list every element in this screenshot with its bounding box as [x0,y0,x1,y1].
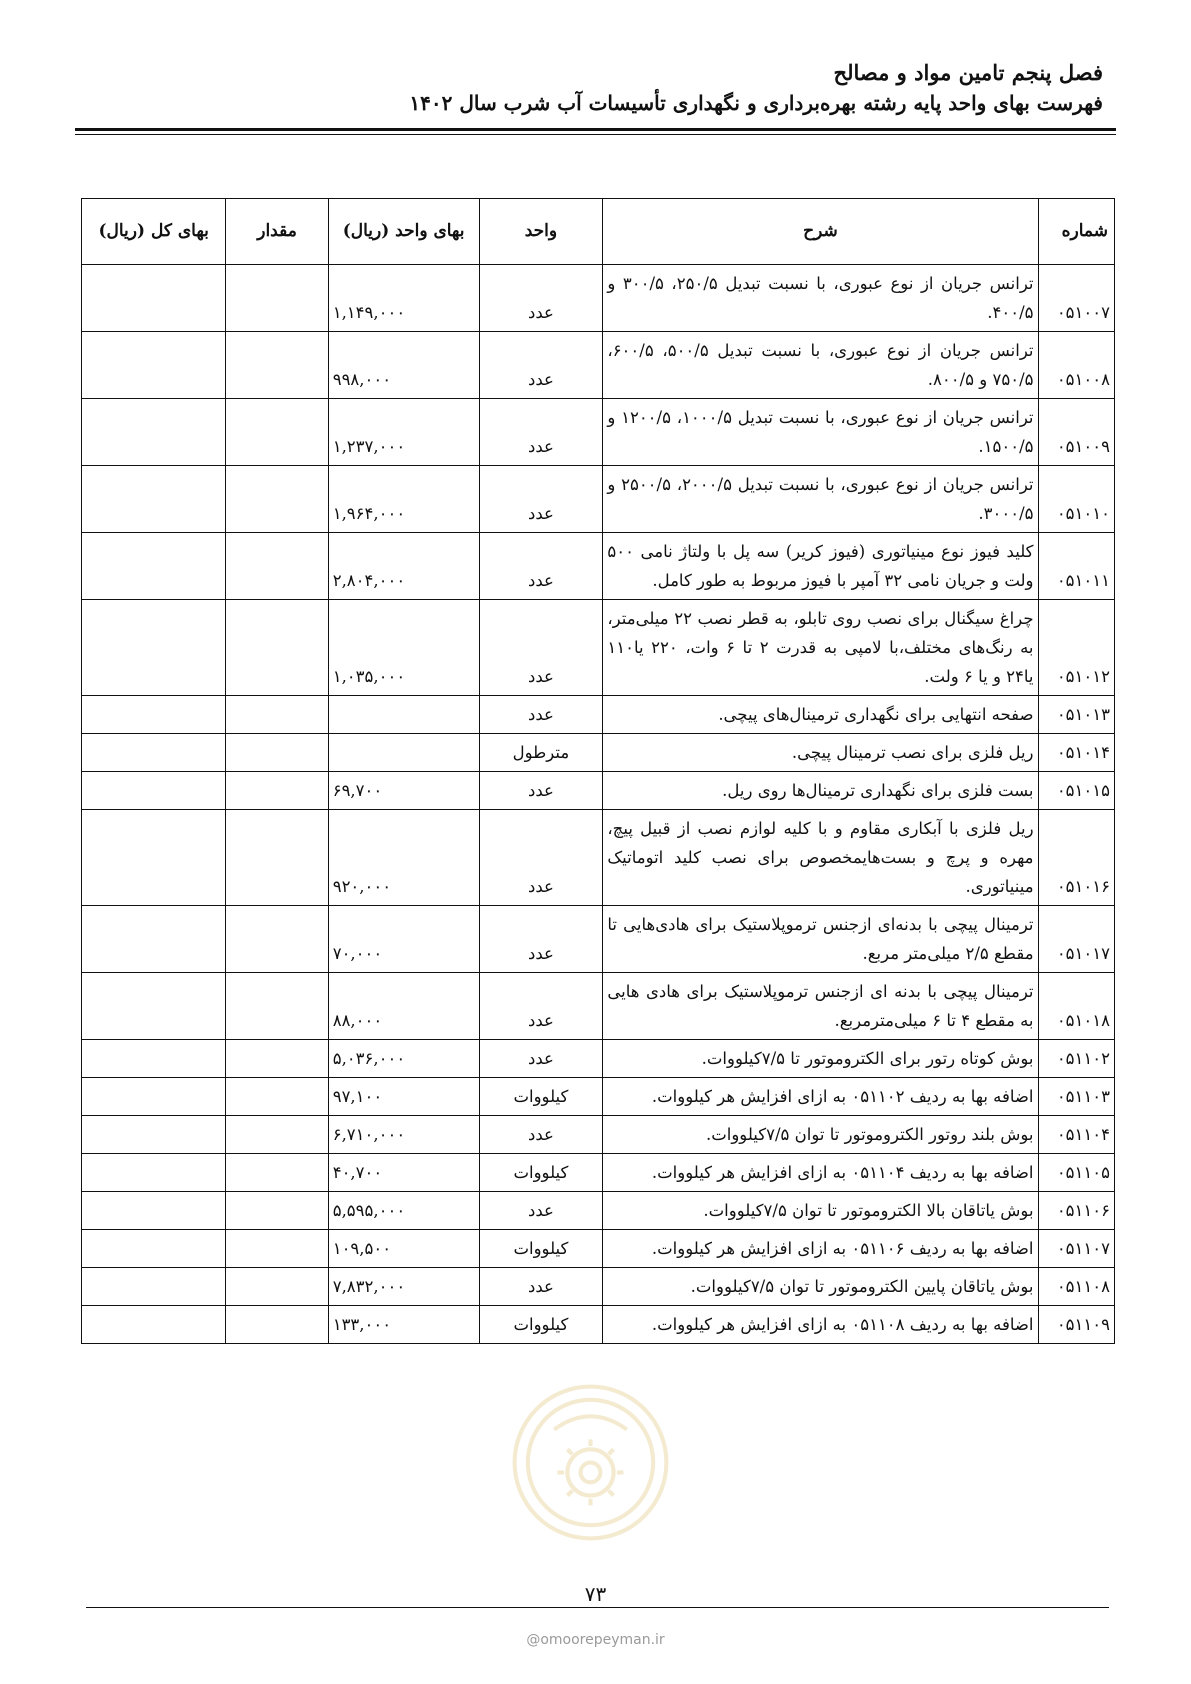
cell-quantity [226,1040,328,1078]
cell-total-price [82,1116,226,1154]
table-header-row [82,199,1115,265]
cell-code: ۰۵۱۰۱۵ [1038,772,1114,810]
cell-quantity [226,906,328,973]
cell-quantity [226,265,328,332]
cell-quantity [226,466,328,533]
cell-unit-price: ۹۲۰,۰۰۰ [328,810,479,906]
cell-unit: عدد [479,332,603,399]
table-row [82,906,1115,973]
cell-total-price [82,1192,226,1230]
cell-quantity [226,399,328,466]
cell-description: بوش یاتاقان بالا الکتروموتور تا توان ۷/۵کیلووات. [603,1192,1038,1230]
cell-code: ۰۵۱۰۱۳ [1038,696,1114,734]
cell-unit-price: ۱۰۹,۵۰۰ [328,1230,479,1268]
table-body [82,265,1115,1344]
cell-unit-price: ۹۹۸,۰۰۰ [328,332,479,399]
header-rule-thin [75,134,1116,135]
table-row [82,1192,1115,1230]
cell-quantity [226,1078,328,1116]
cell-quantity [226,1154,328,1192]
cell-description: اضافه بها به ردیف ۰۵۱۱۰۶ به ازای افزایش هر کیلووات. [603,1230,1038,1268]
cell-total-price [82,600,226,696]
site-watermark: @omoorepeyman.ir [526,1632,665,1648]
cell-total-price [82,1268,226,1306]
cell-code: ۰۵۱۰۱۴ [1038,734,1114,772]
cell-quantity [226,696,328,734]
cell-description: صفحه انتهایی برای نگهداری ترمینال‌های پیچی. [603,696,1038,734]
cell-unit: عدد [479,399,603,466]
page-header [80,58,1103,118]
table-row [82,399,1115,466]
cell-description: بوش کوتاه رتور برای الکتروموتور تا ۷/۵کیلووات. [603,1040,1038,1078]
table-row [82,1116,1115,1154]
cell-total-price [82,772,226,810]
cell-unit-price: ۶۹,۷۰۰ [328,772,479,810]
cell-unit: عدد [479,265,603,332]
cell-unit: کیلووات [479,1306,603,1344]
watermark-seal-icon [508,1380,673,1545]
table-row [82,1040,1115,1078]
cell-code: ۰۵۱۰۱۷ [1038,906,1114,973]
table-row [82,696,1115,734]
cell-total-price [82,1040,226,1078]
cell-total-price [82,533,226,600]
column-header-unit-price: بهای واحد (ریال) [328,199,479,265]
cell-code: ۰۵۱۰۰۷ [1038,265,1114,332]
cell-quantity [226,1116,328,1154]
cell-description: چراغ سیگنال برای نصب روی تابلو، به قطر نصب ۲۲ میلی‌متر، به رنگ‌های مختلف،با لامپی به قدرت ۲ تا ۶ وات، ۲۲۰ یا۱۱۰ یا۲۴ و یا ۶ ولت. [603,600,1038,696]
cell-unit: کیلووات [479,1154,603,1192]
cell-total-price [82,332,226,399]
column-header-total-price: بهای کل (ریال) [82,199,226,265]
cell-quantity [226,1230,328,1268]
cell-total-price [82,1306,226,1344]
cell-code: ۰۵۱۱۰۶ [1038,1192,1114,1230]
cell-unit-price: ۸۸,۰۰۰ [328,973,479,1040]
cell-unit-price [328,734,479,772]
cell-unit-price: ۹۷,۱۰۰ [328,1078,479,1116]
cell-description: ترمینال پیچی با بدنه‌ای ازجنس ترموپلاستیک برای هادی‌هایی تا مقطع ۲/۵ میلی‌متر مربع. [603,906,1038,973]
document-subtitle: فهرست بهای واحد پایه رشته بهره‌برداری و نگهداری تأسیسات آب شرب سال ۱۴۰۲ [409,91,1103,115]
column-header-unit: واحد [479,199,603,265]
cell-unit: عدد [479,1040,603,1078]
cell-description: ترمینال پیچی با بدنه ای ازجنس ترموپلاستیک برای هادی هایی به مقطع ۴ تا ۶ میلی‌مترمربع. [603,973,1038,1040]
table-row [82,810,1115,906]
cell-quantity [226,772,328,810]
cell-total-price [82,906,226,973]
table-row [82,973,1115,1040]
cell-unit-price: ۱۳۳,۰۰۰ [328,1306,479,1344]
cell-unit: عدد [479,1268,603,1306]
cell-description: بوش بلند روتور الکتروموتور تا توان ۷/۵کیلووات. [603,1116,1038,1154]
cell-total-price [82,1154,226,1192]
table-row [82,265,1115,332]
column-header-quantity: مقدار [226,199,328,265]
cell-unit: کیلووات [479,1230,603,1268]
table-row [82,466,1115,533]
cell-code: ۰۵۱۱۰۲ [1038,1040,1114,1078]
cell-code: ۰۵۱۱۰۵ [1038,1154,1114,1192]
cell-unit-price: ۵,۰۳۶,۰۰۰ [328,1040,479,1078]
cell-code: ۰۵۱۱۰۳ [1038,1078,1114,1116]
cell-unit-price: ۴۰,۷۰۰ [328,1154,479,1192]
cell-code: ۰۵۱۰۰۸ [1038,332,1114,399]
column-header-description: شرح [603,199,1038,265]
table-row [82,332,1115,399]
cell-quantity [226,1306,328,1344]
cell-unit: عدد [479,600,603,696]
table-row [82,533,1115,600]
cell-unit-price: ۱,۲۳۷,۰۰۰ [328,399,479,466]
cell-code: ۰۵۱۰۱۶ [1038,810,1114,906]
cell-quantity [226,1192,328,1230]
cell-quantity [226,734,328,772]
cell-unit: عدد [479,466,603,533]
cell-code: ۰۵۱۰۱۲ [1038,600,1114,696]
cell-total-price [82,1078,226,1116]
table-row [82,1306,1115,1344]
cell-total-price [82,466,226,533]
table-row [82,734,1115,772]
column-header-code: شماره [1038,199,1114,265]
cell-code: ۰۵۱۰۱۰ [1038,466,1114,533]
cell-unit-price: ۱,۰۳۵,۰۰۰ [328,600,479,696]
cell-description: ترانس جریان از نوع عبوری، با نسبت تبدیل ۲۰۰۰/۵، ۲۵۰۰/۵ و ۳۰۰۰/۵. [603,466,1038,533]
cell-quantity [226,973,328,1040]
cell-description: اضافه بها به ردیف ۰۵۱۱۰۸ به ازای افزایش هر کیلووات. [603,1306,1038,1344]
cell-total-price [82,734,226,772]
table-row [82,1154,1115,1192]
cell-unit: عدد [479,772,603,810]
cell-total-price [82,1230,226,1268]
cell-code: ۰۵۱۱۰۸ [1038,1268,1114,1306]
page-number: ۷۳ [584,1582,607,1606]
cell-unit-price [328,696,479,734]
cell-description: ترانس جریان از نوع عبوری، با نسبت تبدیل ۱۰۰۰/۵، ۱۲۰۰/۵ و ۱۵۰۰/۵. [603,399,1038,466]
cell-total-price [82,810,226,906]
cell-unit-price: ۱,۹۶۴,۰۰۰ [328,466,479,533]
cell-description: ترانس جریان از نوع عبوری، با نسبت تبدیل ۲۵۰/۵، ۳۰۰/۵ و ۴۰۰/۵. [603,265,1038,332]
cell-code: ۰۵۱۰۱۱ [1038,533,1114,600]
cell-code: ۰۵۱۱۰۴ [1038,1116,1114,1154]
cell-unit: عدد [479,1192,603,1230]
price-list-table [81,198,1115,1344]
cell-description: کلید فیوز نوع مینیاتوری (فیوز کریر) سه پل با ولتاژ نامی ۵۰۰ ولت و جریان نامی ۳۲ آمپر با فیوز مربوط به طور کامل. [603,533,1038,600]
table-row [82,600,1115,696]
cell-total-price [82,696,226,734]
cell-code: ۰۵۱۱۰۷ [1038,1230,1114,1268]
cell-code: ۰۵۱۰۰۹ [1038,399,1114,466]
cell-description: ترانس جریان از نوع عبوری، با نسبت تبدیل ۵۰۰/۵، ۶۰۰/۵، ۷۵۰/۵ و ۸۰۰/۵. [603,332,1038,399]
cell-unit: عدد [479,533,603,600]
cell-unit-price: ۷۰,۰۰۰ [328,906,479,973]
cell-quantity [226,332,328,399]
cell-unit-price: ۲,۸۰۴,۰۰۰ [328,533,479,600]
chapter-title: فصل پنجم تامین مواد و مصالح [833,60,1103,85]
cell-unit: عدد [479,1116,603,1154]
cell-description: ریل فلزی با آبکاری مقاوم و با کلیه لوازم نصب از قبیل پیچ، مهره و پرچ و بست‌هایمخصوص برای نصب کلید اتوماتیک مینیاتوری. [603,810,1038,906]
cell-quantity [226,533,328,600]
cell-quantity [226,600,328,696]
cell-unit: عدد [479,696,603,734]
cell-total-price [82,399,226,466]
cell-quantity [226,1268,328,1306]
table-row [82,772,1115,810]
cell-unit: عدد [479,973,603,1040]
cell-unit: عدد [479,810,603,906]
cell-unit-price: ۶,۷۱۰,۰۰۰ [328,1116,479,1154]
cell-code: ۰۵۱۰۱۸ [1038,973,1114,1040]
cell-description: بوش یاتاقان پایین الکتروموتور تا توان ۷/۵کیلووات. [603,1268,1038,1306]
cell-total-price [82,265,226,332]
cell-description: اضافه بها به ردیف ۰۵۱۱۰۲ به ازای افزایش هر کیلووات. [603,1078,1038,1116]
footer-rule [86,1607,1109,1608]
table-row [82,1268,1115,1306]
cell-unit-price: ۵,۵۹۵,۰۰۰ [328,1192,479,1230]
cell-description: ریل فلزی برای نصب ترمینال پیچی. [603,734,1038,772]
cell-description: اضافه بها به ردیف ۰۵۱۱۰۴ به ازای افزایش هر کیلووات. [603,1154,1038,1192]
cell-unit-price: ۷,۸۳۲,۰۰۰ [328,1268,479,1306]
header-rule-thick [75,128,1116,131]
table-row [82,1078,1115,1116]
cell-total-price [82,973,226,1040]
cell-unit-price: ۱,۱۴۹,۰۰۰ [328,265,479,332]
cell-unit: عدد [479,906,603,973]
cell-code: ۰۵۱۱۰۹ [1038,1306,1114,1344]
cell-unit: کیلووات [479,1078,603,1116]
cell-unit: مترطول [479,734,603,772]
cell-quantity [226,810,328,906]
cell-description: بست فلزی برای نگهداری ترمینال‌ها روی ریل. [603,772,1038,810]
table-row [82,1230,1115,1268]
